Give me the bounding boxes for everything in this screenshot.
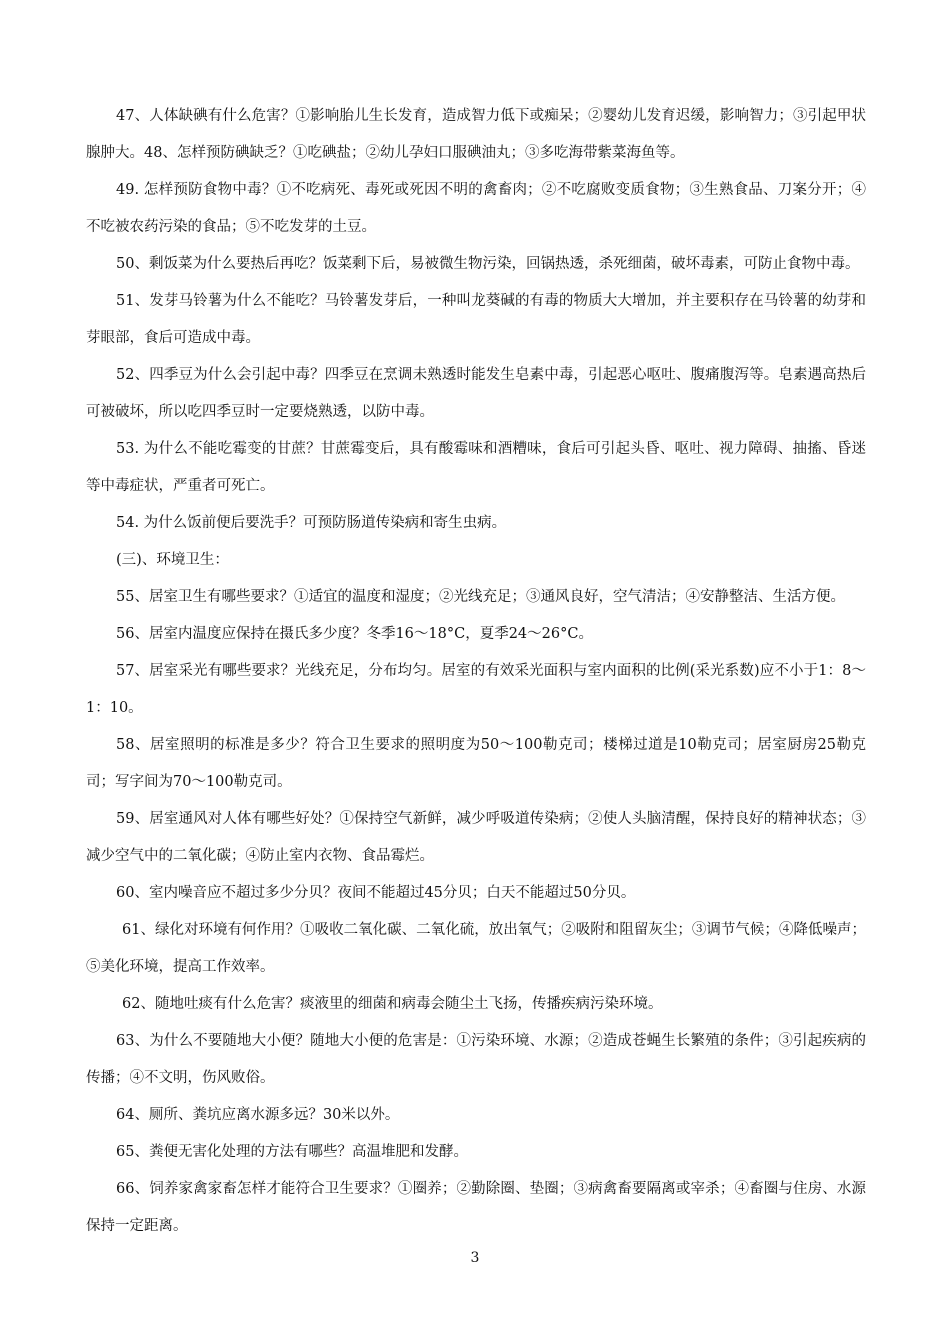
section-heading-environment: (三)、环境卫生： <box>116 552 229 568</box>
paragraph-47: 47、人体缺碘有什么危害？①影响胎儿生长发育，造成智力低下或痴呆；②婴幼儿发育迟缓，影响智力；③引起甲状腺肿大。48、怎样预防碘缺乏？①吃碘盐；②幼儿孕妇口服碘油丸；③多吃海带紫菜海鱼等。 <box>86 108 866 161</box>
paragraph-53: 53. 为什么不能吃霉变的甘蔗？甘蔗霉变后，具有酸霉味和酒糟味，食后可引起头昏、呕吐、视力障碍、抽搐、昏迷等中毒症状，严重者可死亡。 <box>86 441 866 494</box>
paragraph-65: 65、粪便无害化处理的方法有哪些？高温堆肥和发酵。 <box>116 1144 468 1160</box>
paragraph-55: 55、居室卫生有哪些要求？①适宜的温度和湿度；②光线充足；③通风良好，空气清洁；④安静整洁、生活方便。 <box>116 589 845 605</box>
paragraph-66: 66、饲养家禽家畜怎样才能符合卫生要求？①圈养；②勤除圈、垫圈；③病禽畜要隔离或宰杀；④畜圈与住房、水源保持一定距离。 <box>86 1181 866 1234</box>
paragraph-64: 64、厕所、粪坑应离水源多远？30米以外。 <box>116 1107 400 1123</box>
paragraph-58: 58、居室照明的标准是多少？符合卫生要求的照明度为50～100勒克司；楼梯过道是10勒克司；居室厨房25勒克司；写字间为70～100勒克司。 <box>86 737 866 790</box>
paragraph-57: 57、居室采光有哪些要求？光线充足，分布均匀。居室的有效采光面积与室内面积的比例(采光系数)应不小于1：8～1：10。 <box>86 663 866 716</box>
paragraph-63: 63、为什么不要随地大小便？随地大小便的危害是：①污染环境、水源；②造成苍蝇生长繁殖的条件；③引起疾病的传播；④不文明，伤风败俗。 <box>86 1033 866 1086</box>
paragraph-59: 59、居室通风对人体有哪些好处？①保持空气新鲜，减少呼吸道传染病；②使人头脑清醒，保持良好的精神状态；③减少空气中的二氧化碳；④防止室内衣物、食品霉烂。 <box>86 811 866 864</box>
paragraph-50: 50、剩饭菜为什么要热后再吃？饭菜剩下后，易被微生物污染，回锅热透，杀死细菌，破坏毒素，可防止食物中毒。 <box>116 256 860 272</box>
paragraph-56: 56、居室内温度应保持在摄氏多少度？冬季16～18°C，夏季24～26°C。 <box>116 626 593 642</box>
document-body <box>86 98 866 1245</box>
paragraph-51: 51、发芽马铃薯为什么不能吃？马铃薯发芽后，一种叫龙葵碱的有毒的物质大大增加，并主要积存在马铃薯的幼芽和芽眼部，食后可造成中毒。 <box>86 293 866 346</box>
paragraph-60: 60、室内噪音应不超过多少分贝？夜间不能超过45分贝；白天不能超过50分贝。 <box>116 885 636 901</box>
paragraph-49: 49. 怎样预防食物中毒？①不吃病死、毒死或死因不明的禽畜肉；②不吃腐败变质食物；③生熟食品、刀案分开；④不吃被农药污染的食品；⑤不吃发芽的土豆。 <box>86 182 866 235</box>
paragraph-54: 54. 为什么饭前便后要洗手？可预防肠道传染病和寄生虫病。 <box>116 515 507 531</box>
page-number: 3 <box>470 1250 480 1266</box>
paragraph-62: 62、随地吐痰有什么危害？痰液里的细菌和病毒会随尘土飞扬，传播疾病污染环境。 <box>122 996 663 1012</box>
paragraph-52: 52、四季豆为什么会引起中毒？四季豆在烹调未熟透时能发生皂素中毒，引起恶心呕吐、腹痛腹泻等。皂素遇高热后可被破坏，所以吃四季豆时一定要烧熟透，以防中毒。 <box>86 367 866 420</box>
paragraph-61: 61、绿化对环境有何作用？①吸收二氧化碳、二氧化硫，放出氧气；②吸附和阻留灰尘；③调节气候；④降低噪声；⑤美化环境，提高工作效率。 <box>86 922 866 975</box>
